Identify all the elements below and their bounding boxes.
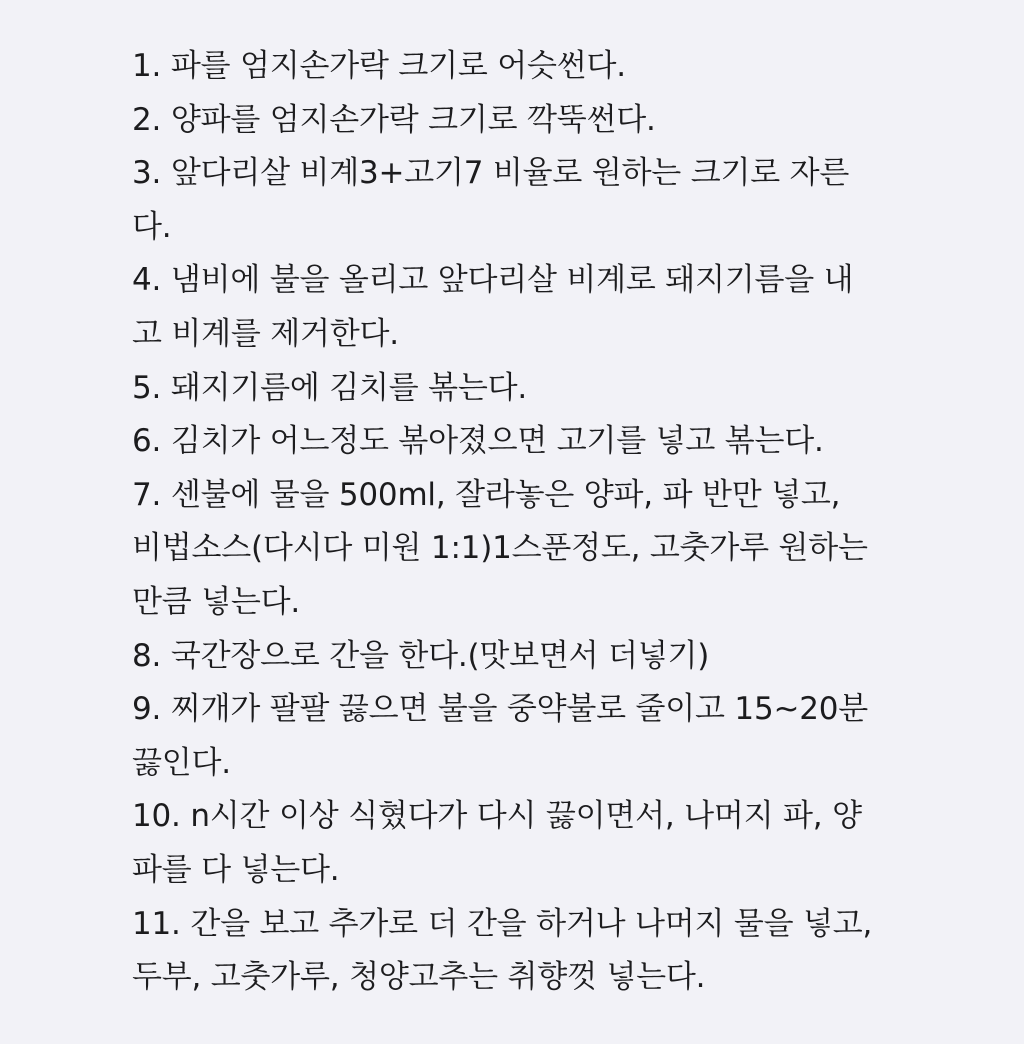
step-10-line-2: 파를 다 넣는다.	[132, 851, 340, 888]
step-9-line-2: 끓인다.	[132, 744, 231, 781]
step-7-line-2: 비법소스(다시다 미원 1:1)1스푼정도, 고춧가루 원하는	[132, 530, 868, 567]
step-7-line-1: 7. 센불에 물을 500ml, 잘라놓은 양파, 파 반만 넣고,	[132, 476, 841, 513]
step-9-line-1: 9. 찌개가 팔팔 끓으면 불을 중약불로 줄이고 15~20분	[132, 691, 869, 728]
step-11-line-1: 11. 간을 보고 추가로 더 간을 하거나 나머지 물을 넣고,	[132, 905, 873, 942]
step-6-line-1: 6. 김치가 어느정도 볶아졌으면 고기를 넣고 볶는다.	[132, 423, 824, 460]
recipe-note	[132, 40, 952, 1005]
step-8-line-1: 8. 국간장으로 간을 한다.(맛보면서 더넣기)	[132, 637, 710, 674]
step-4-line-2: 고 비계를 제거한다.	[132, 315, 399, 352]
step-4-line-1: 4. 냄비에 불을 올리고 앞다리살 비계로 돼지기름을 내	[132, 262, 854, 299]
step-3-line-2: 다.	[132, 208, 172, 245]
step-3-line-1: 3. 앞다리살 비계3+고기7 비율로 원하는 크기로 자른	[132, 155, 850, 192]
step-5-line-1: 5. 돼지기름에 김치를 볶는다.	[132, 369, 527, 406]
step-1-line-1: 1. 파를 엄지손가락 크기로 어슷썬다.	[132, 48, 626, 84]
step-11-line-2: 두부, 고춧가루, 청양고추는 취향껏 넣는다.	[132, 959, 706, 996]
step-2-line-1: 2. 양파를 엄지손가락 크기로 깍뚝썬다.	[132, 101, 656, 138]
step-10-line-1: 10. n시간 이상 식혔다가 다시 끓이면서, 나머지 파, 양	[132, 798, 862, 835]
step-7-line-3: 만큼 넣는다.	[132, 583, 301, 620]
